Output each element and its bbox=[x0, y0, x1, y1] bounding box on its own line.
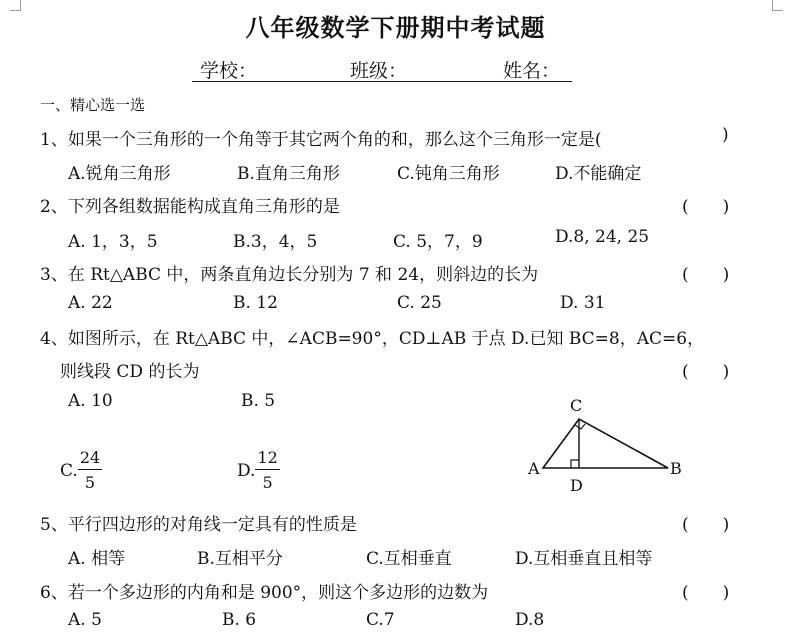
question-4-answer-bracket: ( ) bbox=[682, 362, 730, 382]
question-2-stem: 2、下列各组数据能构成直角三角形的是 bbox=[40, 197, 340, 217]
question-2-option-a: A. 1，3，5 bbox=[68, 232, 158, 252]
question-1-answer-bracket: ) bbox=[722, 125, 729, 145]
fraction-denominator: 5 bbox=[262, 473, 273, 492]
question-5-stem: 5、平行四边形的对角线一定具有的性质是 bbox=[40, 515, 357, 535]
question-1-option-a: A.锐角三角形 bbox=[68, 164, 171, 184]
question-1-option-b: B.直角三角形 bbox=[237, 164, 340, 184]
vertex-label-a: A bbox=[528, 459, 540, 478]
question-4-option-b: B. 5 bbox=[241, 391, 276, 411]
question-3-option-d: D. 31 bbox=[560, 293, 606, 313]
class-label: 班级： bbox=[350, 60, 408, 82]
info-underline bbox=[192, 81, 572, 82]
question-5-option-a: A. 相等 bbox=[68, 549, 126, 569]
name-label: 姓名： bbox=[503, 60, 561, 82]
fraction bbox=[255, 450, 279, 491]
question-2-option-c: C. 5，7，9 bbox=[393, 232, 483, 252]
question-5-answer-bracket: ( ) bbox=[682, 515, 730, 535]
question-4-stem: 4、如图所示，在 Rt△ABC 中，∠ACB=90°，CD⊥AB 于点 D.已知 BC=8，AC=6， bbox=[40, 329, 705, 349]
vertex-label-c: C bbox=[570, 396, 583, 415]
question-3-option-b: B. 12 bbox=[233, 293, 278, 313]
question-6-answer-bracket: ( ) bbox=[682, 583, 730, 603]
fraction bbox=[78, 450, 102, 491]
vertex-label-b: B bbox=[670, 459, 682, 478]
question-4-option-c bbox=[60, 450, 102, 491]
fraction-numerator: 24 bbox=[78, 450, 102, 470]
exam-title: 八年级数学下册期中考试题 bbox=[245, 13, 546, 42]
question-2-answer-bracket: ( ) bbox=[682, 197, 730, 217]
question-6-option-a: A. 5 bbox=[68, 610, 102, 630]
question-5-option-c: C.互相垂直 bbox=[366, 549, 452, 569]
vertex-label-d: D bbox=[570, 476, 583, 495]
question-6-option-d: D.8 bbox=[515, 610, 545, 630]
right-angle-mark-d bbox=[571, 460, 579, 468]
section-heading: 一、精心选一选 bbox=[40, 96, 146, 114]
triangle-figure bbox=[520, 392, 690, 500]
question-6-option-c: C.7 bbox=[366, 610, 395, 630]
question-4-option-c-prefix: C. bbox=[60, 460, 78, 481]
question-4-option-a: A. 10 bbox=[68, 391, 113, 411]
fraction-numerator: 12 bbox=[255, 450, 279, 470]
fraction-denominator: 5 bbox=[84, 473, 96, 492]
question-1-option-d: D.不能确定 bbox=[555, 164, 642, 184]
question-5-option-b: B.互相平分 bbox=[197, 549, 283, 569]
question-3-answer-bracket: ( ) bbox=[682, 265, 730, 285]
question-3-option-c: C. 25 bbox=[397, 293, 442, 313]
question-4-option-d bbox=[237, 450, 280, 491]
question-3-stem: 3、在 Rt△ABC 中，两条直角边长分别为 7 和 24，则斜边的长为 bbox=[40, 265, 539, 285]
right-angle-mark-c bbox=[575, 424, 585, 429]
question-4-stem-continued: 则线段 CD 的长为 bbox=[60, 362, 200, 382]
question-5-option-d: D.互相垂直且相等 bbox=[515, 549, 653, 569]
question-1-stem: 1、如果一个三角形的一个角等于其它两个角的和，那么这个三角形一定是( bbox=[40, 130, 602, 150]
triangle-abc bbox=[543, 419, 668, 468]
question-2-option-b: B.3，4，5 bbox=[233, 232, 318, 252]
question-3-option-a: A. 22 bbox=[68, 293, 113, 313]
question-6-stem: 6、若一个多边形的内角和是 900°，则这个多边形的边数为 bbox=[40, 583, 489, 603]
question-6-option-b: B. 6 bbox=[222, 610, 257, 630]
school-label: 学校： bbox=[200, 60, 258, 82]
question-1-option-c: C.钝角三角形 bbox=[397, 164, 500, 184]
question-2-option-d: D.8, 24, 25 bbox=[555, 227, 650, 247]
question-4-option-d-prefix: D. bbox=[237, 460, 256, 481]
